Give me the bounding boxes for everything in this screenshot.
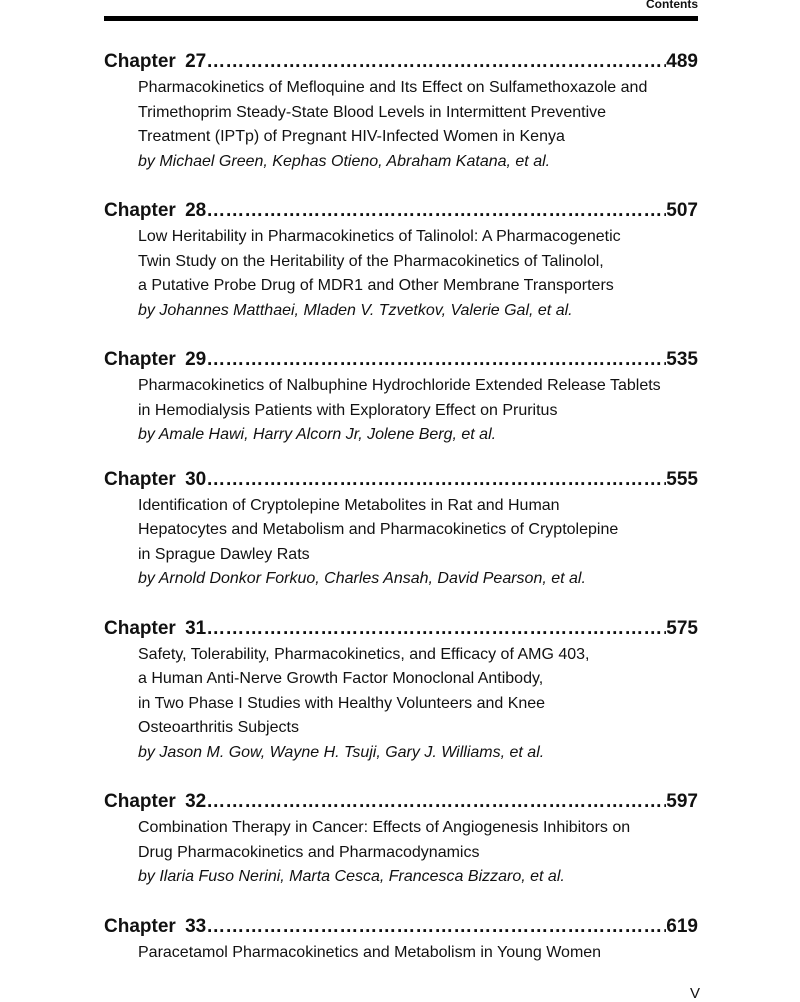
chapter-heading[interactable] bbox=[104, 788, 698, 816]
toc-entry bbox=[104, 346, 698, 448]
chapter-title-line: Identification of Cryptolepine Metabolites in Rat and Human bbox=[138, 496, 560, 514]
chapter-authors: by Ilaria Fuso Nerini, Marta Cesca, Francesca Bizzaro, et al. bbox=[138, 868, 565, 885]
chapter-title-line: in Hemodialysis Patients with Exploratory Effect on Pruritus bbox=[138, 401, 558, 419]
chapter-label: Chapter 30 bbox=[104, 468, 207, 490]
chapter-title-line: Safety, Tolerability, Pharmacokinetics, and Efficacy of AMG 403, bbox=[138, 645, 590, 663]
chapter-title-line: Twin Study on the Heritability of the Pharmacokinetics of Talinolol, bbox=[138, 252, 604, 270]
toc-entry bbox=[104, 615, 698, 766]
chapter-title-line: Pharmacokinetics of Mefloquine and Its Effect on Sulfamethoxazole and bbox=[138, 79, 648, 96]
dot-leader bbox=[206, 197, 666, 225]
chapter-label: Chapter 27 bbox=[104, 51, 207, 72]
chapter-authors: by Amale Hawi, Harry Alcorn Jr, Jolene Berg, et al. bbox=[138, 426, 497, 443]
toc-entry bbox=[104, 913, 698, 966]
chapter-heading[interactable] bbox=[104, 913, 698, 941]
header-rule bbox=[104, 16, 698, 21]
toc-entry bbox=[104, 197, 698, 323]
chapter-title-line: in Sprague Dawley Rats bbox=[138, 545, 310, 563]
chapter-heading[interactable] bbox=[104, 197, 698, 225]
chapter-page-number: 597 bbox=[666, 791, 698, 812]
dot-leader bbox=[206, 913, 666, 941]
chapter-title-line: Low Heritability in Pharmacokinetics of Talinolol: A Pharmacogenetic bbox=[138, 228, 621, 245]
chapter-authors: by Michael Green, Kephas Otieno, Abraham Katana, et al. bbox=[138, 152, 551, 170]
chapter-label: Chapter 29 bbox=[104, 349, 207, 370]
chapter-title-line: Hepatocytes and Metabolism and Pharmacokinetics of Cryptolepine bbox=[138, 521, 619, 538]
chapter-label: Chapter 31 bbox=[104, 617, 207, 639]
chapter-title-line: a Human Anti-Nerve Growth Factor Monoclonal Antibody, bbox=[138, 670, 544, 687]
dot-leader bbox=[206, 788, 666, 816]
chapter-title-line: Pharmacokinetics of Nalbuphine Hydrochloride Extended Release Tablets bbox=[138, 377, 661, 394]
chapter-title-line: Osteoarthritis Subjects bbox=[138, 719, 299, 736]
chapter-title-line: Drug Pharmacokinetics and Pharmacodynamics bbox=[138, 843, 480, 861]
dot-leader bbox=[206, 346, 666, 374]
dot-leader bbox=[206, 48, 666, 76]
chapter-authors: by Jason M. Gow, Wayne H. Tsuji, Gary J. Williams, et al. bbox=[138, 743, 545, 761]
chapter-title-line: a Putative Probe Drug of MDR1 and Other Membrane Transporters bbox=[138, 277, 614, 294]
chapter-page-number: 507 bbox=[666, 200, 698, 221]
chapter-page-number: 619 bbox=[666, 915, 698, 937]
dot-leader bbox=[206, 466, 666, 494]
table-of-contents bbox=[104, 48, 698, 965]
running-header: Contents bbox=[646, 0, 698, 11]
chapter-heading[interactable] bbox=[104, 346, 698, 374]
page-number: V bbox=[689, 985, 700, 1002]
chapter-page-number: 575 bbox=[666, 617, 698, 639]
chapter-title-line: Paracetamol Pharmacokinetics and Metabolism in Young Women bbox=[138, 943, 602, 961]
chapter-authors: by Arnold Donkor Forkuo, Charles Ansah, David Pearson, et al. bbox=[138, 570, 586, 587]
chapter-heading[interactable] bbox=[104, 48, 698, 76]
chapter-title-line: Combination Therapy in Cancer: Effects of Angiogenesis Inhibitors on bbox=[138, 819, 631, 836]
toc-entry bbox=[104, 48, 698, 174]
toc-entry bbox=[104, 466, 698, 592]
chapter-page-number: 555 bbox=[666, 468, 698, 490]
dot-leader bbox=[206, 615, 666, 643]
chapter-title-line: Treatment (IPTp) of Pregnant HIV-Infected Women in Kenya bbox=[138, 128, 565, 145]
chapter-title-line: in Two Phase I Studies with Healthy Volunteers and Knee bbox=[138, 694, 546, 712]
chapter-page-number: 535 bbox=[666, 349, 698, 370]
toc-entry bbox=[104, 788, 698, 890]
chapter-page-number: 489 bbox=[666, 51, 698, 72]
chapter-authors: by Johannes Matthaei, Mladen V. Tzvetkov, Valerie Gal, et al. bbox=[138, 301, 573, 319]
chapter-label: Chapter 33 bbox=[104, 915, 207, 937]
chapter-label: Chapter 32 bbox=[104, 791, 207, 812]
chapter-heading[interactable] bbox=[104, 466, 698, 494]
chapter-label: Chapter 28 bbox=[104, 200, 207, 221]
chapter-heading[interactable] bbox=[104, 615, 698, 643]
chapter-title-line: Trimethoprim Steady-State Blood Levels in Intermittent Preventive bbox=[138, 103, 607, 121]
